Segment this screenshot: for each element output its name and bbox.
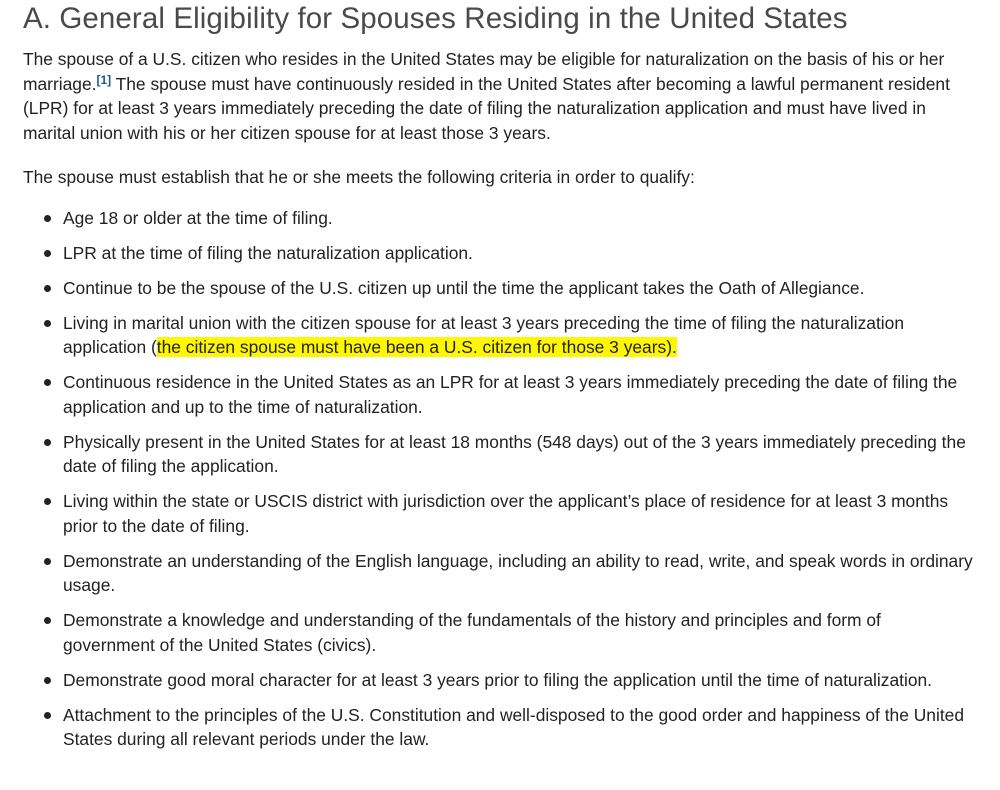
criteria-item bbox=[23, 206, 973, 231]
section-title: A. General Eligibility for Spouses Residing in the United States bbox=[23, 2, 848, 35]
criteria-item bbox=[23, 703, 973, 752]
bullet-icon bbox=[44, 558, 51, 565]
criteria-text: Continue to be the spouse of the U.S. citizen up until the time the applicant takes the Oath of Allegiance. bbox=[63, 277, 865, 298]
criteria-item bbox=[23, 549, 973, 598]
intro-text-continued: The spouse must have continuously resided in the United States after becoming a lawful permanent resident (LPR) for at least 3 years immediately preceding the date of filing the naturalization application and must have lived in marital union with his or her citizen spouse for at least those 3 years. bbox=[23, 73, 950, 143]
criteria-item bbox=[23, 489, 973, 538]
criteria-text: Age 18 or older at the time of filing. bbox=[63, 207, 333, 228]
criteria-item bbox=[23, 370, 973, 419]
criteria-text: Physically present in the United States for at least 18 months (548 days) out of the 3 years immediately preceding the date of filing the application. bbox=[63, 431, 966, 476]
criteria-text: Demonstrate an understanding of the English language, including an ability to read, write, and speak words in ordinary usage. bbox=[63, 550, 973, 595]
criteria-list bbox=[23, 206, 973, 752]
bullet-icon bbox=[44, 439, 51, 446]
criteria-text: Living in marital union with the citizen spouse for at least 3 years preceding the time of filing the naturalization application ( bbox=[63, 312, 905, 357]
intro-paragraph bbox=[23, 47, 973, 145]
bullet-icon bbox=[44, 677, 51, 684]
criteria-text: LPR at the time of filing the naturalization application. bbox=[63, 242, 473, 263]
footnote-ref bbox=[96, 73, 111, 87]
criteria-item bbox=[23, 608, 973, 657]
criteria-item bbox=[23, 311, 973, 360]
bullet-icon bbox=[44, 320, 51, 327]
criteria-text: Living within the state or USCIS district with jurisdiction over the applicant’s place of residence for at least 3 months prior to the date of filing. bbox=[63, 491, 949, 536]
bullet-icon bbox=[44, 285, 51, 292]
criteria-item bbox=[23, 668, 973, 693]
intro-text: The spouse of a U.S. citizen who resides in the United States may be eligible for naturalization on the basis of his or her marriage. bbox=[23, 49, 945, 94]
criteria-text: Demonstrate good moral character for at least 3 years prior to filing the application until the time of naturalization. bbox=[63, 669, 933, 690]
bullet-icon bbox=[44, 712, 51, 719]
bullet-icon bbox=[44, 215, 51, 222]
criteria-item bbox=[23, 241, 973, 266]
criteria-text: Continuous residence in the United States as an LPR for at least 3 years immediately preceding the date of filing the application and up to the time of naturalization. bbox=[63, 372, 958, 417]
criteria-text: Attachment to the principles of the U.S. Constitution and well-disposed to the good order and happiness of the United States during all relevant periods under the law. bbox=[63, 704, 965, 749]
footnote-link[interactable]: [1] bbox=[96, 72, 112, 87]
criteria-lead: The spouse must establish that he or she meets the following criteria in order to qualify: bbox=[23, 167, 695, 187]
bullet-icon bbox=[44, 498, 51, 505]
bullet-icon bbox=[44, 250, 51, 257]
criteria-item bbox=[23, 430, 973, 479]
bullet-icon bbox=[44, 617, 51, 624]
criteria-text: Demonstrate a knowledge and understanding of the fundamentals of the history and principles and form of government of the United States (civics). bbox=[63, 610, 881, 655]
criteria-item bbox=[23, 276, 973, 301]
document-section bbox=[23, 0, 973, 762]
highlighted-text: the citizen spouse must have been a U.S. citizen for those 3 years). bbox=[156, 337, 677, 357]
bullet-icon bbox=[44, 379, 51, 386]
